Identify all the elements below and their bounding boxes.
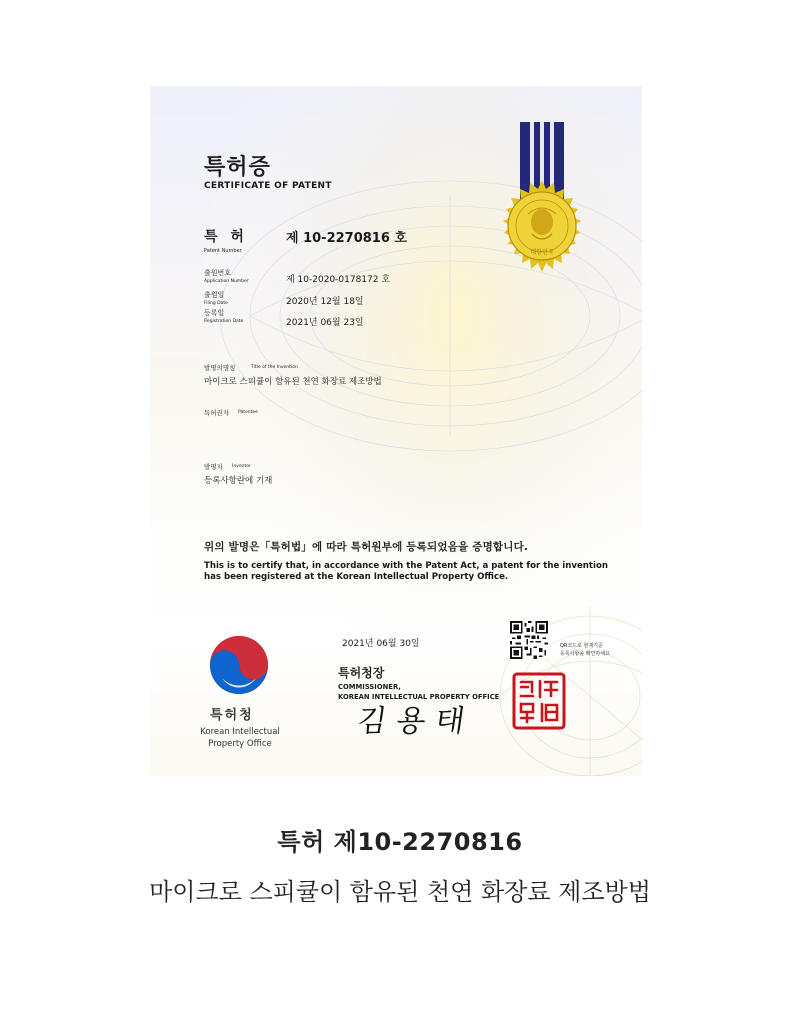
patent-certificate (150, 86, 642, 776)
patent-label: 특 허 (204, 229, 248, 245)
certification-statement-ko: 위의 발명은「특허법」에 따라 특허원부에 등록되었음을 증명합니다. (204, 541, 529, 553)
patentee-label-en: Patentee (238, 410, 258, 415)
registration-date-label: 등록일 (204, 309, 225, 317)
invention-title-label: 발명의명칭 (204, 364, 236, 372)
invention-title-label-en: Title of the Invention (251, 365, 298, 370)
qr-note-2: 등록사항을 확인하세요 (560, 651, 610, 657)
patent-number: 제 10-2270816 호 (286, 231, 407, 246)
gold-seal-emblem (480, 122, 604, 312)
application-label: 출원번호 (204, 269, 232, 277)
caption-patent-number: 특허 제10-2270816 (277, 828, 523, 856)
application-number: 제 10-2020-0178172 호 (286, 275, 391, 285)
stamp-text: 특허청장인 (536, 728, 542, 729)
invention-title: 마이크로 스피큘이 함유된 천연 화장료 제조방법 (204, 377, 382, 387)
kipo-name-en-1: Korean Intellectual (200, 727, 280, 737)
patent-label-en: Patent Number (204, 248, 242, 254)
official-red-stamp (512, 672, 566, 730)
seal-text: 대한민국 (530, 249, 554, 256)
commissioner-title-en-1: COMMISSIONER, (338, 683, 401, 691)
commissioner-signature: 김용태 (355, 704, 477, 739)
certification-statement-en-2: has been registered at the Korean Intellectual Property Office. (204, 572, 509, 582)
commissioner-title-ko: 특허청장 (338, 666, 385, 680)
patentee-label: 특허권자 (204, 409, 230, 417)
filing-date-label: 출원일 (204, 291, 225, 299)
certificate-title-en: CERTIFICATE OF PATENT (204, 181, 332, 191)
filing-date: 2020년 12월 18일 (286, 297, 364, 307)
kipo-name-en-2: Property Office (208, 739, 272, 749)
kipo-name-ko: 특허청 (210, 708, 254, 723)
application-label-en: Application Number (204, 279, 249, 284)
registration-date: 2021년 06월 23일 (286, 318, 364, 328)
kipo-logo (208, 634, 270, 696)
commissioner-title-en-2: KOREAN INTELLECTUAL PROPERTY OFFICE (338, 693, 500, 701)
issue-date: 2021년 06월 30일 (342, 639, 420, 649)
qr-note-1: QR코드로 현재기준 (560, 643, 603, 649)
inventor-label: 발명자 (204, 463, 223, 471)
inventor-label-en: Inventor (232, 464, 251, 469)
registration-date-label-en: Registration Date (204, 319, 244, 324)
certification-statement-en-1: This is to certify that, in accordance with the Patent Act, a patent for the invention (204, 561, 608, 571)
caption-invention-title: 마이크로 스피큘이 함유된 천연 화장료 제조방법 (149, 878, 651, 906)
filing-date-label-en: Filing Date (204, 301, 228, 306)
certificate-title: 특허증 (204, 155, 271, 180)
qr-code[interactable] (510, 621, 548, 659)
inventor-value: 등록사항란에 기재 (204, 476, 273, 486)
